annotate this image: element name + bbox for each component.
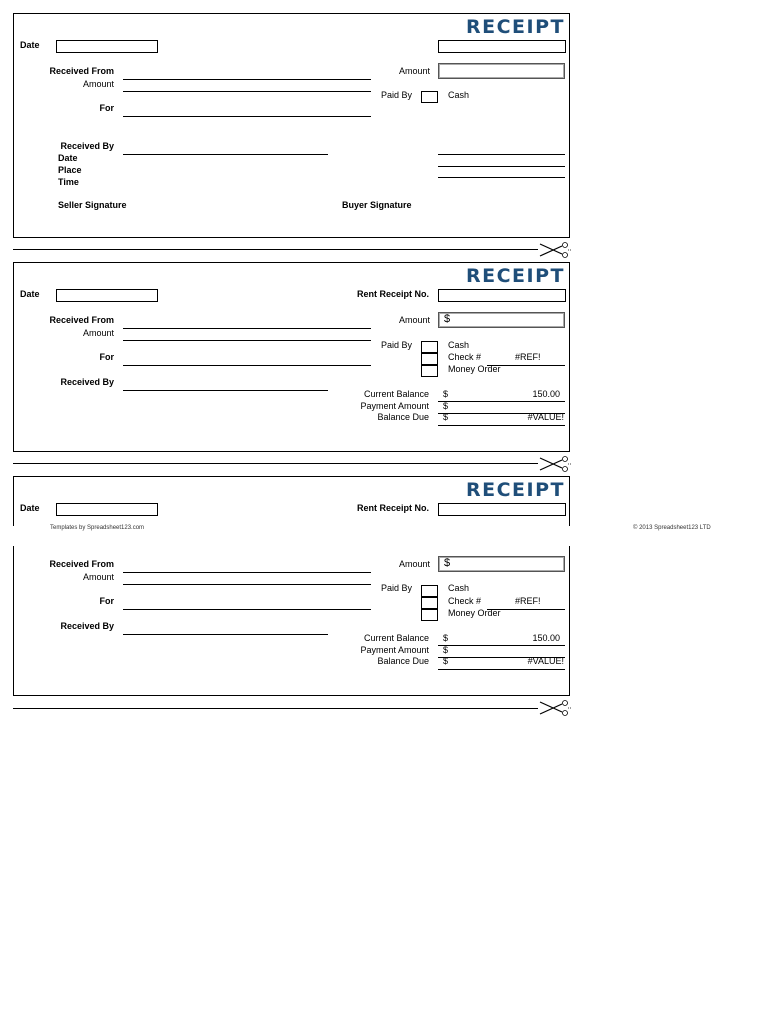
buyer-signature-label: Buyer Signature: [342, 200, 412, 210]
footer-right: © 2013 Spreadsheet123 LTD: [633, 525, 711, 531]
receipt-title: RECEIPT: [466, 265, 565, 287]
received-from-label: Received From: [49, 315, 114, 325]
balance-due-field: [438, 669, 565, 670]
current-balance-label: Current Balance: [363, 389, 429, 399]
receipt-no-label: Rent Receipt No.: [356, 503, 429, 513]
payment-amount-currency: $: [443, 645, 449, 655]
receipt-title: RECEIPT: [466, 16, 565, 38]
receipt-no-label: Rent Receipt No.: [356, 289, 429, 299]
balance-due-value: #VALUE!: [527, 656, 564, 666]
receipt-title: RECEIPT: [466, 479, 565, 501]
balance-due-label: Balance Due: [377, 656, 429, 666]
date-field[interactable]: [56, 503, 158, 516]
check-checkbox[interactable]: [421, 597, 438, 609]
amount-words-field[interactable]: [123, 584, 371, 585]
check-number-value: #REF!: [515, 352, 541, 362]
check-label: Check #: [448, 596, 482, 606]
current-balance-field: [438, 645, 565, 646]
current-balance-currency: $: [443, 389, 449, 399]
for-label: For: [99, 103, 114, 113]
received-by-field[interactable]: [123, 634, 328, 635]
received-from-field[interactable]: [123, 572, 371, 573]
current-balance-label: Current Balance: [363, 633, 429, 643]
money-order-label: Money Order: [448, 608, 501, 618]
paid-by-label: Paid By: [380, 90, 412, 100]
check-label: Check #: [448, 352, 482, 362]
footer-left: Templates by Spreadsheet123.com: [50, 525, 145, 531]
cash-label: Cash: [448, 340, 470, 350]
page-2-top: [0, 546, 768, 706]
received-from-label: Received From: [49, 66, 114, 76]
amount-words-label: Amount: [82, 328, 114, 338]
time-label: Time: [58, 177, 79, 187]
received-by-label: Received By: [60, 141, 114, 151]
money-order-checkbox[interactable]: [421, 609, 438, 621]
received-by-label: Received By: [60, 377, 114, 387]
balance-due-value: #VALUE!: [527, 412, 564, 422]
for-label: For: [99, 596, 114, 606]
amount-label: Amount: [398, 315, 430, 325]
paid-by-label: Paid By: [380, 340, 412, 350]
received-from-label: Received From: [49, 559, 114, 569]
payment-amount-label: Payment Amount: [360, 401, 429, 411]
amount-words-label: Amount: [82, 572, 114, 582]
balance-due-currency: $: [443, 656, 449, 666]
current-balance-value: 150.00: [532, 389, 560, 399]
current-balance-value: 150.00: [532, 633, 560, 643]
place-label: Place: [58, 165, 82, 175]
amount-field[interactable]: [438, 556, 565, 572]
current-balance-currency: $: [443, 633, 449, 643]
amount-currency: $: [444, 557, 451, 569]
cash-label: Cash: [448, 583, 470, 593]
balance-due-currency: $: [443, 412, 449, 422]
cash-checkbox[interactable]: [421, 585, 438, 597]
date-label: Date: [20, 40, 40, 50]
received-by-label: Received By: [60, 621, 114, 631]
for-label: For: [99, 352, 114, 362]
cut-line: [13, 708, 538, 709]
money-order-label: Money Order: [448, 364, 501, 374]
date-label: Date: [20, 503, 40, 513]
amount-label: Amount: [398, 559, 430, 569]
date2-label: Date: [58, 153, 78, 163]
seller-signature-label: Seller Signature: [58, 200, 127, 210]
payment-amount-label: Payment Amount: [360, 645, 429, 655]
amount-currency: $: [444, 313, 451, 325]
receipt-3-top: [13, 476, 570, 526]
payment-amount-currency: $: [443, 401, 449, 411]
amount-words-label: Amount: [82, 79, 114, 89]
balance-due-label: Balance Due: [377, 412, 429, 422]
paid-by-label: Paid By: [380, 583, 412, 593]
date-label: Date: [20, 289, 40, 299]
amount-label: Amount: [398, 66, 430, 76]
cash-label: Cash: [448, 90, 470, 100]
receipt-no-field[interactable]: [438, 503, 566, 516]
for-field[interactable]: [123, 609, 371, 610]
check-number-value: #REF!: [515, 596, 541, 606]
scissors-icon: [538, 700, 572, 716]
